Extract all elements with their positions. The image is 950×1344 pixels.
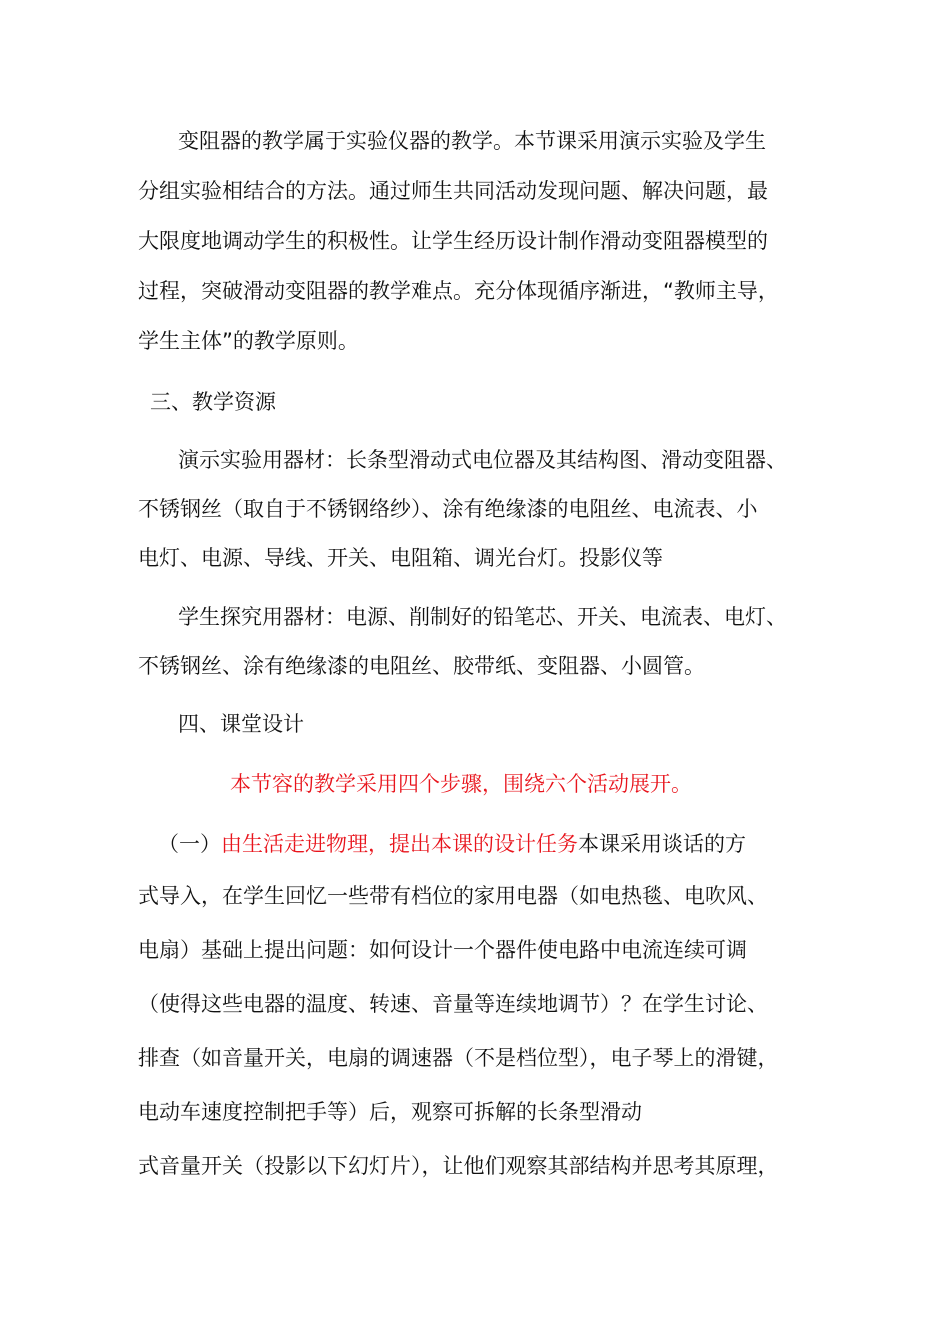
step-one-line-5: 排查（如音量开关，电扇的调速器（不是档位型），电子琴上的滑键， <box>138 1046 779 1070</box>
section-heading-class-design: 四、课堂设计 <box>178 712 304 736</box>
paragraph-demo-line-1: 演示实验用器材：长条型滑动式电位器及其结构图、滑动变阻器、 <box>178 448 787 472</box>
highlight-steps-summary: 本节容的教学采用四个步骤，围绕六个活动展开。 <box>230 772 692 796</box>
step-one-title: 由生活走进物理，提出本课的设计任务 <box>221 832 578 856</box>
step-one-line-7: 式音量开关（投影以下幻灯片），让他们观察其部结构并思考其原理， <box>138 1154 779 1178</box>
paragraph-student-line-2: 不锈钢丝、涂有绝缘漆的电阻丝、胶带纸、变阻器、小圆管。 <box>138 654 705 678</box>
paragraph-intro-line-4: 过程，突破滑动变阻器的教学难点。充分体现循序渐进，“教师主导， <box>138 279 779 303</box>
section-heading-teaching-resources: 三、教学资源 <box>150 390 276 414</box>
step-one-line-3: 电扇）基础上提出问题：如何设计一个器件使电路中电流连续可调 <box>138 938 747 962</box>
paragraph-intro-line-3: 大限度地调动学生的积极性。让学生经历设计制作滑动变阻器模型的 <box>138 229 768 253</box>
step-one-prefix: （一） <box>158 832 221 856</box>
paragraph-intro-line-1: 变阻器的教学属于实验仪器的教学。本节课采用演示实验及学生 <box>178 129 766 153</box>
step-one-line-6: 电动车速度控制把手等）后，观察可拆解的长条型滑动 <box>138 1100 642 1124</box>
step-one-line-4: （使得这些电器的温度、转速、音量等连续地调节）？在学生讨论、 <box>138 992 768 1016</box>
paragraph-intro-line-5: 学生主体”的教学原则。 <box>138 329 359 353</box>
step-one-first-line <box>158 831 746 857</box>
paragraph-intro-line-2: 分组实验相结合的方法。通过师生共同活动发现问题、解决问题，最 <box>138 179 768 203</box>
step-one-line-2: 式导入，在学生回忆一些带有档位的家用电器（如电热毯、电吹风、 <box>138 884 768 908</box>
paragraph-demo-line-3: 电灯、电源、导线、开关、电阻箱、调光台灯。投影仪等 <box>138 546 663 570</box>
paragraph-student-line-1: 学生探究用器材：电源、削制好的铅笔芯、开关、电流表、电灯、 <box>178 605 787 629</box>
step-one-text-start: 本课采用谈话的方 <box>578 832 746 856</box>
paragraph-demo-line-2: 不锈钢丝（取自于不锈钢络纱）、涂有绝缘漆的电阻丝、电流表、小 <box>138 497 758 521</box>
